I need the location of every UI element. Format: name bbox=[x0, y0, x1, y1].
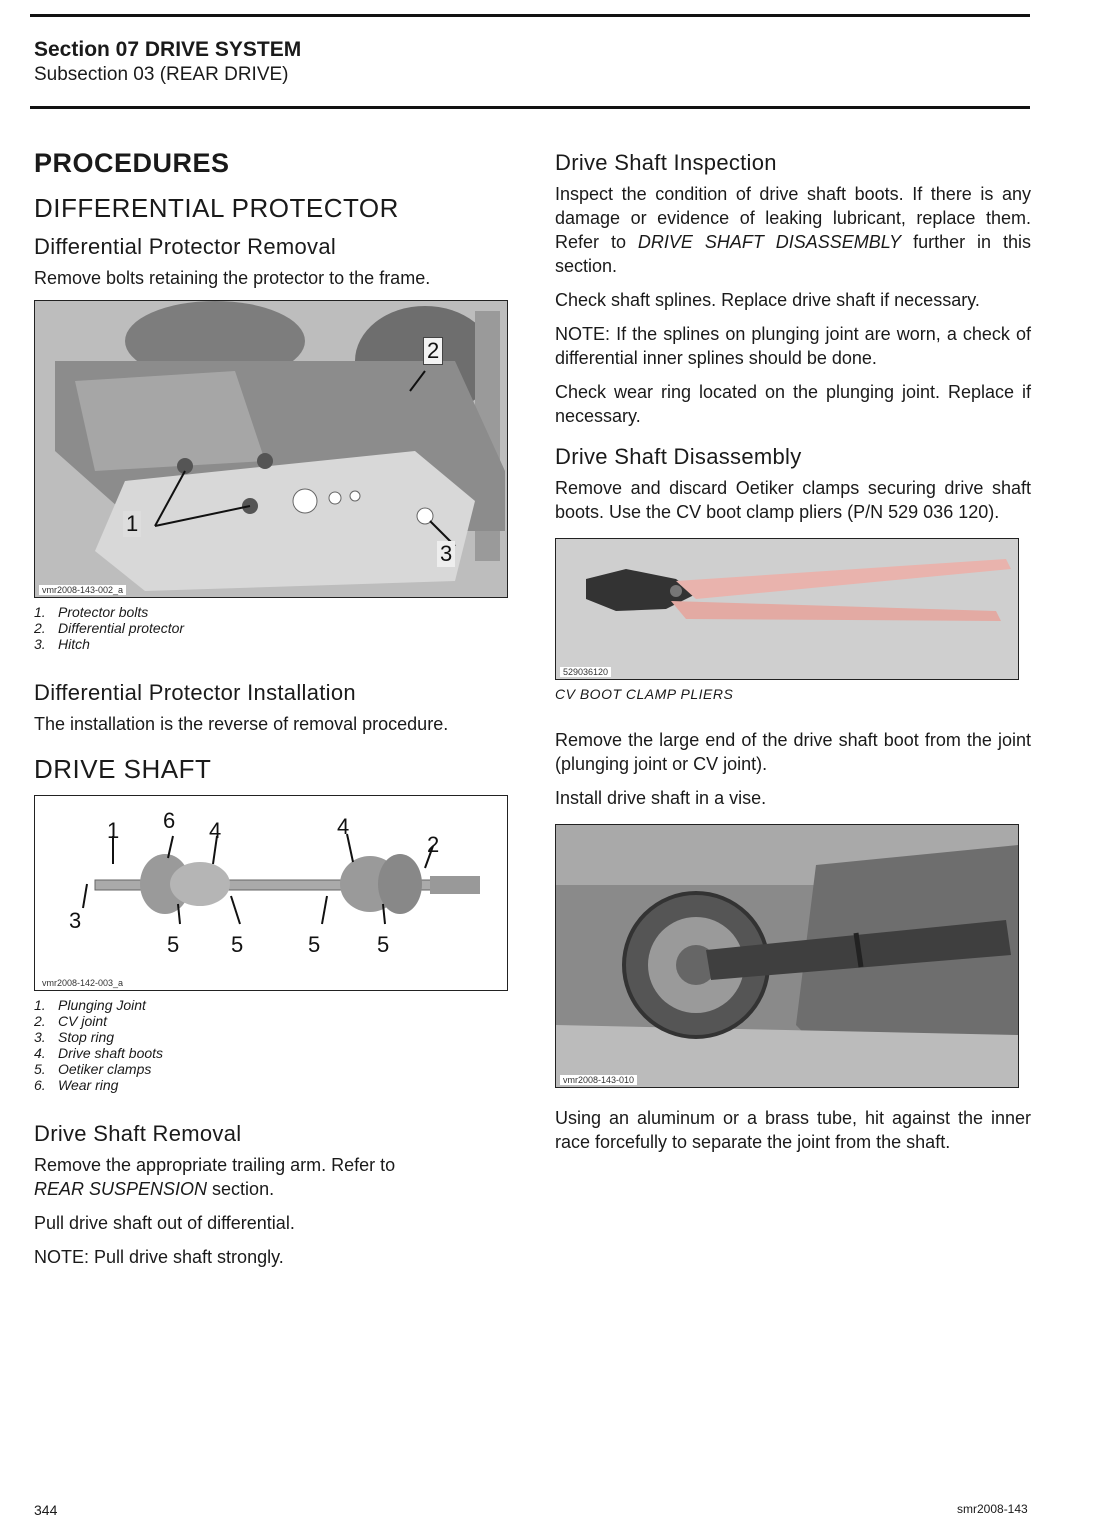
splines-text: Check shaft splines. Replace drive shaft if necessary. bbox=[555, 290, 980, 310]
callout-3: 3 bbox=[437, 541, 455, 567]
legend-item: 6. Wear ring bbox=[34, 1077, 119, 1093]
callout-1: 1 bbox=[107, 818, 120, 843]
shaft-removal-text: Remove the appropriate trailing arm. Refer to REAR SUSPENSION section. bbox=[34, 1155, 396, 1199]
inspection-text: Inspect the condition of drive shaft boots. If there is any damage or evidence of leaking lubricant, replace them. Refer to DRIVE SHAFT DISASSEMBLY further in this section. bbox=[555, 184, 1031, 276]
procedures-heading: PROCEDURES bbox=[34, 148, 230, 178]
callout-4: 4 bbox=[337, 814, 350, 839]
header-rule bbox=[30, 106, 1030, 109]
callout-5: 5 bbox=[377, 932, 390, 957]
callout-4: 4 bbox=[209, 818, 222, 843]
shaft-removal-heading: Drive Shaft Removal bbox=[34, 1121, 242, 1146]
callout-5: 5 bbox=[308, 932, 321, 957]
drive-shaft-heading: DRIVE SHAFT bbox=[34, 754, 212, 784]
legend-item: 1. Protector bolts bbox=[34, 604, 149, 620]
legend-item: 5. Oetiker clamps bbox=[34, 1061, 152, 1077]
disassembly-heading: Drive Shaft Disassembly bbox=[555, 444, 802, 469]
protector-installation-text: The installation is the reverse of removal procedure. bbox=[34, 714, 449, 734]
figure-id: vmr2008-142-003_a bbox=[39, 978, 126, 988]
page-number: 344 bbox=[34, 1502, 58, 1518]
section-title: Section 07 DRIVE SYSTEM bbox=[34, 38, 302, 61]
callout-6: 6 bbox=[163, 808, 176, 833]
cv-joint-photo bbox=[556, 825, 1018, 1087]
pliers-caption: CV BOOT CLAMP PLIERS bbox=[555, 686, 734, 702]
disassembly-text: Remove and discard Oetiker clamps securing drive shaft boots. Use the CV boot clamp pliers (P/N 529 036 120). bbox=[555, 478, 1031, 522]
splines-note: NOTE: If the splines on plunging joint are worn, a check of differential inner splines should be done. bbox=[555, 324, 1031, 368]
pliers-photo bbox=[556, 539, 1018, 679]
drive-shaft-drawing bbox=[35, 796, 507, 990]
subsection-title: Subsection 03 (REAR DRIVE) bbox=[34, 64, 289, 85]
pull-shaft-text: Pull drive shaft out of differential. bbox=[34, 1213, 295, 1233]
protector-legend bbox=[34, 604, 509, 652]
legend-item: 3. Stop ring bbox=[34, 1029, 115, 1045]
callout-5: 5 bbox=[231, 932, 244, 957]
drive-shaft-figure bbox=[34, 795, 508, 991]
tube-text: Using an aluminum or a brass tube, hit against the inner race forcefully to separate the joint from the shaft. bbox=[555, 1108, 1031, 1152]
differential-protector-heading: DIFFERENTIAL PROTECTOR bbox=[34, 193, 399, 223]
figure-id: vmr2008-143-010 bbox=[560, 1075, 637, 1085]
legend-item: 2. CV joint bbox=[34, 1013, 108, 1029]
callout-2: 2 bbox=[427, 832, 440, 857]
callout-3: 3 bbox=[69, 908, 82, 933]
document-code: smr2008-143 bbox=[957, 1502, 1028, 1516]
protector-installation-heading: Differential Protector Installation bbox=[34, 680, 356, 705]
inspection-heading: Drive Shaft Inspection bbox=[555, 150, 777, 175]
top-rule bbox=[30, 14, 1030, 17]
boot-removal-text: Remove the large end of the drive shaft boot from the joint (plunging joint or CV joint). bbox=[555, 730, 1031, 774]
figure-id: 529036120 bbox=[560, 667, 611, 677]
legend-item: 4. Drive shaft boots bbox=[34, 1045, 164, 1061]
vise-text: Install drive shaft in a vise. bbox=[555, 788, 767, 808]
right-column bbox=[555, 150, 1031, 1164]
drive-shaft-legend bbox=[34, 997, 509, 1093]
protector-figure bbox=[34, 300, 508, 598]
legend-item: 1. Plunging Joint bbox=[34, 997, 146, 1013]
legend-item: 2. Differential protector bbox=[34, 620, 185, 636]
callout-5: 5 bbox=[167, 932, 180, 957]
figure-id: vmr2008-143-002_a bbox=[39, 585, 126, 595]
callout-1: 1 bbox=[123, 511, 141, 537]
callout-2: 2 bbox=[423, 337, 443, 365]
legend-item: 3. Hitch bbox=[34, 636, 90, 652]
note-pull-text: NOTE: Pull drive shaft strongly. bbox=[34, 1247, 284, 1267]
pliers-figure bbox=[555, 538, 1019, 680]
cv-joint-figure bbox=[555, 824, 1019, 1088]
wear-ring-text: Check wear ring located on the plunging joint. Replace if necessary. bbox=[555, 382, 1031, 426]
protector-removal-text: Remove bolts retaining the protector to the frame. bbox=[34, 268, 431, 288]
protector-removal-heading: Differential Protector Removal bbox=[34, 234, 337, 259]
left-column bbox=[34, 140, 509, 1279]
